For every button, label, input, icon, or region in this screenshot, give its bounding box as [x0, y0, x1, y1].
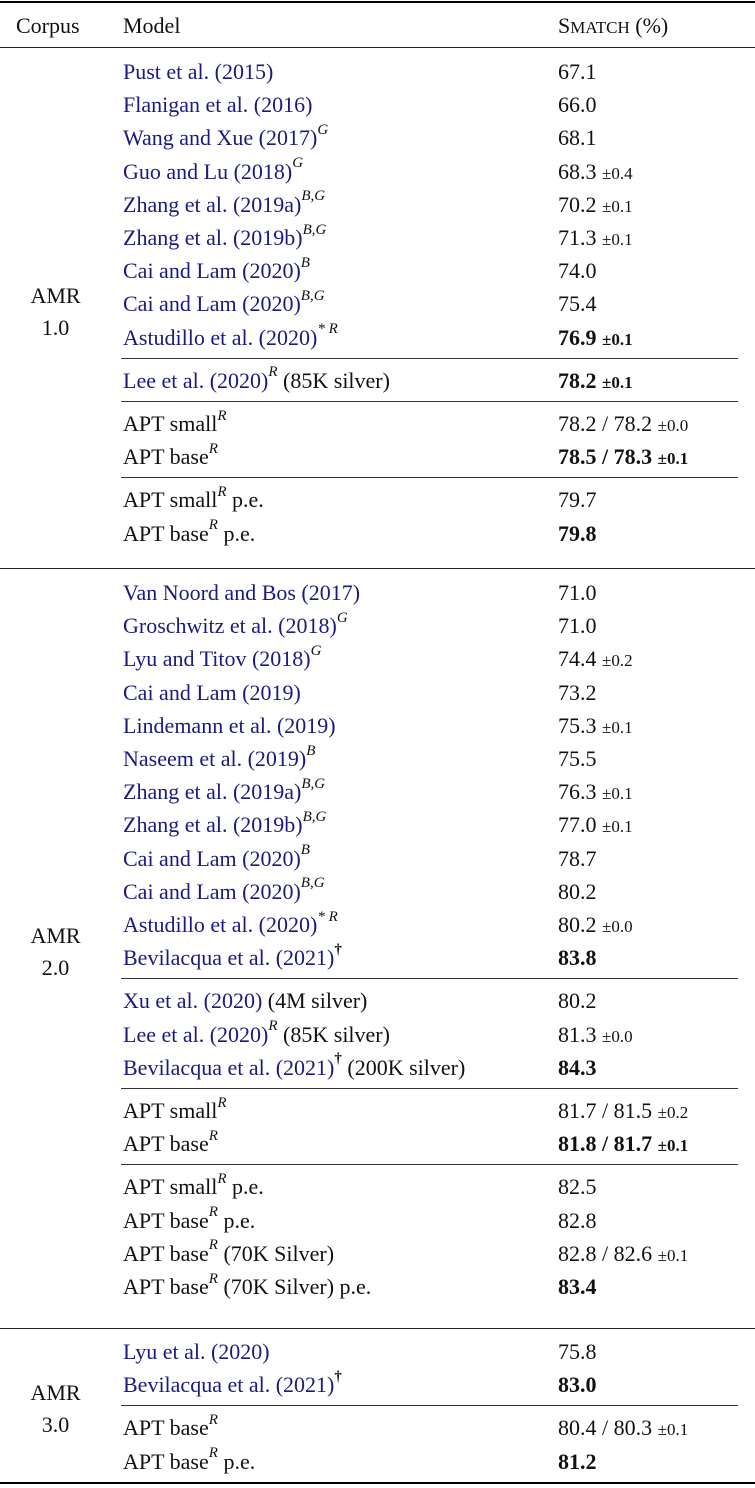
table-row [0, 1445, 755, 1478]
table-row [0, 407, 755, 440]
corpus-version: 1.0 [41, 314, 70, 340]
superscript-tag: R [208, 1237, 218, 1254]
citation-link[interactable]: Xu et al. (2020) [123, 988, 263, 1014]
model-cell [123, 55, 273, 88]
score-value: 80.2 [558, 878, 597, 904]
table-row [0, 808, 755, 841]
score-cell [558, 775, 633, 810]
score-value: 71.0 [558, 613, 597, 639]
corpus-label [0, 280, 111, 344]
model-cell [123, 908, 338, 941]
score-value: 75.3 [558, 712, 597, 738]
score-cell [558, 808, 633, 843]
superscript-tag: B,G [302, 809, 327, 826]
citation-link[interactable]: Zhang et al. (2019a) [123, 779, 302, 805]
score-value: 71.0 [558, 580, 597, 605]
citation-link[interactable]: Naseem et al. (2019) [123, 746, 307, 771]
model-cell [123, 155, 303, 188]
model-cell [123, 1170, 264, 1203]
model-cell [123, 1445, 255, 1478]
superscript-tag: R [217, 1094, 227, 1111]
score-cell [558, 742, 597, 775]
model-name: APT base [123, 1274, 209, 1299]
std-dev: ±0.1 [602, 372, 633, 392]
superscript-tag: R [208, 517, 218, 534]
score-value: 80.4 / 80.3 [558, 1415, 653, 1441]
model-cell [123, 842, 310, 875]
model-name: APT base [123, 1415, 209, 1441]
std-dev: ±0.2 [602, 651, 633, 671]
model-cell [123, 1127, 218, 1160]
section-rule [121, 477, 738, 478]
score-cell [558, 875, 597, 908]
score-cell [558, 1094, 688, 1129]
superscript-tag: R [217, 407, 227, 424]
score-value: 74.4 [558, 646, 597, 672]
superscript-tag: B [300, 254, 310, 271]
score-cell [558, 287, 597, 320]
model-cell [123, 1411, 218, 1444]
score-value: 83.0 [558, 1372, 597, 1398]
score-value: 81.8 / 81.7 [558, 1131, 653, 1157]
model-cell [123, 1335, 270, 1368]
header-corpus: Corpus [16, 13, 80, 38]
citation-link[interactable]: Lee et al. (2020) [123, 367, 269, 393]
score-cell [558, 1411, 688, 1446]
header-smatch: SMATCH (%) [558, 13, 669, 38]
score-value: 76.3 [558, 779, 597, 805]
superscript-tag: G [336, 609, 348, 626]
corpus-name: AMR [30, 923, 81, 948]
model-extra: (70K Silver) p.e. [217, 1274, 372, 1299]
std-dev: ±0.1 [657, 1420, 689, 1440]
score-cell [558, 1445, 597, 1478]
score-cell [558, 221, 633, 256]
superscript-tag: B,G [300, 288, 325, 305]
score-value: 78.2 / 78.2 [558, 411, 653, 436]
model-extra: p.e. [217, 520, 256, 546]
superscript-tag: R [217, 484, 227, 501]
model-cell [123, 775, 325, 808]
score-cell [558, 483, 597, 516]
table-row [0, 984, 755, 1017]
std-dev: ±0.2 [657, 1103, 689, 1122]
citation-link[interactable]: Wang and Xue (2017) [123, 125, 318, 151]
corpus-name: AMR [30, 1379, 81, 1405]
model-cell [123, 1051, 465, 1084]
score-value: 82.8 / 82.6 [558, 1240, 653, 1266]
score-cell [558, 609, 597, 642]
superscript-tag: G [292, 155, 304, 172]
superscript-tag: G [310, 643, 322, 660]
citation-link[interactable]: Bevilacqua et al. (2021) [123, 1372, 335, 1398]
score-cell [558, 188, 633, 223]
citation-link[interactable]: Astudillo et al. (2020) [123, 912, 318, 937]
model-extra: p.e. [226, 1174, 264, 1200]
score-value: 70.2 [558, 191, 597, 217]
model-cell [123, 364, 390, 397]
table-row [0, 55, 755, 88]
header-model: Model [123, 13, 181, 38]
citation-link[interactable]: Guo and Lu (2018) [123, 158, 293, 184]
table-row [0, 775, 755, 808]
score-cell [558, 1018, 633, 1053]
table-row [0, 1237, 755, 1270]
score-value: 75.8 [558, 1339, 597, 1364]
model-extra: p.e. [217, 1207, 256, 1233]
model-extra: (85K silver) [277, 1021, 390, 1047]
table-row [0, 321, 755, 354]
superscript-tag: R [208, 1270, 218, 1287]
score-value: 83.4 [558, 1274, 597, 1299]
top-rule [0, 1, 755, 3]
citation-link[interactable]: Cai and Lam (2020) [123, 258, 301, 284]
table-row [0, 287, 755, 320]
score-value: 80.2 [558, 988, 597, 1014]
model-cell [123, 440, 218, 473]
score-cell [558, 984, 597, 1017]
std-dev: ±0.1 [602, 329, 633, 349]
score-value: 68.1 [558, 125, 597, 151]
score-value: 80.2 [558, 912, 597, 937]
citation-link[interactable]: Cai and Lam (2020) [123, 845, 301, 871]
table-row [0, 709, 755, 742]
score-cell [558, 908, 633, 943]
table-row [0, 517, 755, 550]
model-cell [123, 483, 264, 516]
score-value: 67.1 [558, 59, 597, 84]
superscript-tag: R [208, 1445, 218, 1462]
citation-link[interactable]: Lyu and Titov (2018) [123, 646, 311, 672]
table-row [0, 642, 755, 675]
score-value: 77.0 [558, 812, 597, 838]
table-row [0, 1411, 755, 1444]
score-value: 76.9 [558, 324, 597, 350]
model-cell [123, 254, 310, 287]
header-rule [0, 47, 755, 48]
score-cell [558, 1368, 597, 1401]
score-cell [558, 676, 597, 709]
superscript-tag: G [317, 122, 329, 139]
table-row [0, 155, 755, 188]
citation-link[interactable]: Groschwitz et al. (2018) [123, 613, 337, 639]
corpus-version: 3.0 [41, 1411, 70, 1437]
citation-link[interactable]: Astudillo et al. (2020) [123, 324, 318, 350]
std-dev: ±0.1 [602, 784, 633, 804]
section-rule [121, 1164, 738, 1165]
model-cell [123, 941, 342, 974]
superscript-tag: B,G [301, 188, 326, 205]
table-row [0, 483, 755, 516]
model-cell [123, 287, 325, 320]
superscript-tag: R [208, 1412, 218, 1429]
model-name: APT base [123, 1207, 209, 1233]
model-cell [123, 984, 367, 1017]
score-value: 75.4 [558, 291, 597, 317]
superscript-tag: R [217, 1171, 227, 1188]
table-row [0, 1368, 755, 1401]
model-name: APT base [123, 444, 209, 470]
table-row [0, 908, 755, 941]
score-cell [558, 321, 633, 356]
std-dev: ±0.1 [657, 1245, 689, 1265]
table-row [0, 1204, 755, 1237]
model-cell [123, 1270, 371, 1303]
superscript-tag: * R [317, 908, 338, 925]
score-cell [558, 517, 597, 550]
model-name: APT base [123, 1240, 209, 1266]
model-cell [123, 609, 348, 642]
model-cell [123, 517, 255, 550]
table-row [0, 1094, 755, 1127]
score-cell [558, 55, 597, 88]
corpus-label [0, 1377, 111, 1441]
model-name: APT base [123, 520, 209, 546]
score-cell [558, 576, 597, 609]
model-cell [123, 808, 326, 841]
model-name: APT base [123, 1448, 209, 1474]
std-dev: ±0.0 [602, 1026, 633, 1046]
model-cell [123, 875, 325, 908]
table-row [0, 88, 755, 121]
group-rule [0, 1328, 755, 1329]
model-cell [123, 642, 321, 675]
table-row [0, 221, 755, 254]
bottom-rule [0, 1482, 755, 1484]
score-cell [558, 941, 597, 974]
citation-link[interactable]: Zhang et al. (2019b) [123, 812, 303, 838]
model-cell [123, 1204, 255, 1237]
model-cell [123, 1368, 342, 1401]
table-row [0, 254, 755, 287]
superscript-tag: R [208, 1127, 218, 1144]
corpus-label [0, 920, 111, 984]
citation-link[interactable]: Cai and Lam (2020) [123, 878, 301, 904]
model-cell [123, 1094, 227, 1127]
model-cell [123, 1018, 390, 1051]
table-row [0, 1170, 755, 1203]
score-value: 68.3 [558, 158, 597, 184]
score-value: 79.7 [558, 487, 597, 513]
score-cell [558, 1335, 597, 1368]
superscript-tag: B [306, 742, 316, 759]
score-value: 73.2 [558, 679, 597, 705]
model-cell [123, 742, 315, 775]
table-row [0, 875, 755, 908]
superscript-tag: B [300, 842, 310, 859]
corpus-version: 2.0 [41, 955, 70, 980]
std-dev: ±0.1 [602, 230, 633, 249]
corpus-name: AMR [30, 282, 81, 308]
model-cell [123, 121, 328, 154]
citation-link[interactable]: Cai and Lam (2019) [123, 679, 301, 705]
superscript-tag: R [208, 440, 218, 457]
citation-link[interactable]: Zhang et al. (2019a) [123, 191, 302, 217]
dagger-mark: † [334, 941, 342, 958]
model-extra: (85K silver) [277, 367, 390, 393]
model-cell [123, 709, 336, 742]
score-cell [558, 440, 688, 475]
std-dev: ±0.0 [602, 917, 633, 936]
std-dev: ±0.4 [602, 163, 633, 183]
score-cell [558, 1170, 597, 1203]
superscript-tag: B,G [301, 775, 326, 792]
score-value: 79.8 [558, 520, 597, 546]
score-value: 81.7 / 81.5 [558, 1098, 653, 1123]
section-rule [121, 1088, 738, 1089]
model-cell [123, 576, 360, 609]
score-value: 75.5 [558, 746, 597, 771]
citation-link[interactable]: Van Noord and Bos (2017) [123, 580, 361, 605]
model-extra: (70K Silver) [217, 1240, 335, 1266]
score-cell [558, 842, 597, 875]
score-cell [558, 1051, 597, 1084]
score-cell [558, 1127, 688, 1162]
citation-link[interactable]: Cai and Lam (2020) [123, 291, 301, 317]
superscript-tag: * R [317, 321, 338, 338]
group-rule [0, 568, 755, 569]
superscript-tag: R [268, 364, 278, 381]
model-name: APT small [123, 1174, 218, 1200]
score-cell [558, 709, 633, 744]
score-cell [558, 121, 597, 154]
model-name: APT small [123, 411, 218, 436]
model-cell [123, 188, 325, 221]
table-row [0, 121, 755, 154]
table-row [0, 842, 755, 875]
score-cell [558, 364, 633, 399]
section-rule [121, 978, 738, 979]
score-value: 82.5 [558, 1174, 597, 1200]
score-value: 84.3 [558, 1054, 597, 1080]
score-cell [558, 1204, 597, 1237]
score-cell [558, 155, 633, 190]
score-value: 78.7 [558, 845, 597, 871]
score-value: 71.3 [558, 225, 597, 250]
table-row [0, 1127, 755, 1160]
score-value: 81.3 [558, 1021, 597, 1047]
table-row [0, 364, 755, 397]
score-cell [558, 254, 597, 287]
citation-link[interactable]: Bevilacqua et al. (2021) [123, 1054, 335, 1080]
model-cell [123, 321, 338, 354]
score-value: 74.0 [558, 258, 597, 284]
std-dev: ±0.1 [602, 817, 633, 837]
score-value: 78.2 [558, 367, 597, 393]
model-extra: p.e. [226, 487, 264, 513]
citation-link[interactable]: Pust et al. (2015) [123, 59, 274, 84]
std-dev: ±0.1 [602, 196, 633, 216]
score-value: 82.8 [558, 1207, 597, 1233]
table-row [0, 1018, 755, 1051]
std-dev: ±0.1 [602, 717, 633, 737]
table-row [0, 188, 755, 221]
citation-link[interactable]: Lee et al. (2020) [123, 1021, 269, 1047]
model-cell [123, 407, 227, 440]
score-value: 81.2 [558, 1448, 597, 1474]
score-cell [558, 407, 688, 442]
table-row [0, 1335, 755, 1368]
model-name: APT base [123, 1131, 209, 1157]
superscript-tag: B,G [302, 221, 327, 238]
table-row [0, 941, 755, 974]
table-row [0, 609, 755, 642]
citation-link[interactable]: Lyu et al. (2020) [123, 1339, 270, 1364]
model-extra: (200K silver) [341, 1054, 466, 1080]
section-rule [121, 358, 738, 359]
score-cell [558, 1237, 688, 1272]
citation-link[interactable]: Zhang et al. (2019b) [123, 225, 303, 250]
table-row [0, 576, 755, 609]
table-row [0, 440, 755, 473]
std-dev: ±0.1 [657, 1136, 689, 1156]
score-cell [558, 88, 597, 121]
score-cell [558, 642, 633, 677]
superscript-tag: R [208, 1204, 218, 1221]
score-cell [558, 1270, 597, 1303]
model-cell [123, 88, 312, 121]
dagger-mark: † [334, 1051, 342, 1068]
section-rule [121, 1405, 738, 1406]
table-row [0, 1270, 755, 1303]
table-row [0, 1051, 755, 1084]
superscript-tag: R [268, 1018, 278, 1035]
citation-link[interactable]: Lindemann et al. (2019) [123, 712, 336, 738]
model-name: APT small [123, 1098, 218, 1123]
std-dev: ±0.1 [657, 449, 689, 469]
citation-link[interactable]: Flanigan et al. (2016) [123, 92, 313, 118]
model-cell [123, 676, 301, 709]
model-extra: (4M silver) [262, 988, 368, 1014]
score-value: 83.8 [558, 945, 597, 971]
model-extra: p.e. [217, 1448, 256, 1474]
model-name: APT small [123, 487, 218, 513]
model-cell [123, 1237, 334, 1270]
citation-link[interactable]: Bevilacqua et al. (2021) [123, 945, 335, 971]
std-dev: ±0.0 [657, 416, 689, 435]
model-cell [123, 221, 326, 254]
score-value: 66.0 [558, 92, 597, 118]
section-rule [121, 401, 738, 402]
dagger-mark: † [334, 1368, 342, 1385]
table-row [0, 742, 755, 775]
table-row [0, 676, 755, 709]
superscript-tag: B,G [300, 875, 325, 892]
score-value: 78.5 / 78.3 [558, 444, 653, 470]
